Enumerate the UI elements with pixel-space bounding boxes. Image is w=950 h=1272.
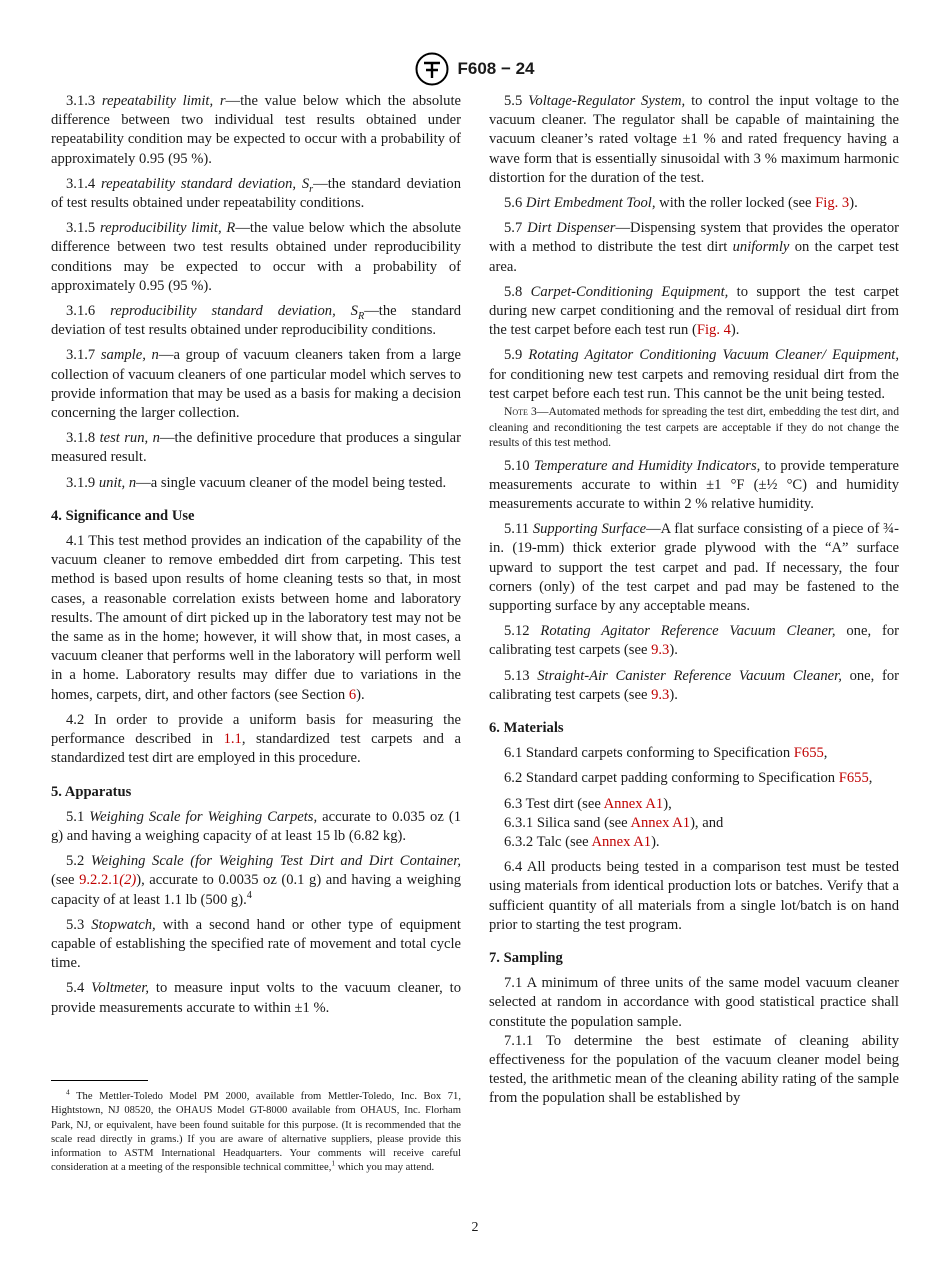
section-5-8: 5.8 Carpet-Conditioning Equipment, to support the test carpet during new carpet conditioning and the removal of residual dirt from the test carpet before each test run (Fig. 4). <box>489 283 899 339</box>
section-7-1-1: 7.1.1 To determine the best estimate of cleaning ability effectiveness for the population of the vacuum cleaner model being tested, the arithmetic mean of the cleaning ability rating of the sample from the population shall be established by <box>489 1032 899 1107</box>
section-3-1-9: 3.1.9 unit, n—a single vacuum cleaner of the model being tested. <box>66 474 447 491</box>
heading-apparatus: 5. Apparatus <box>51 783 132 800</box>
section-6-4: 6.4 All products being tested in a comparison test must be tested using materials from identical production lots or batches. Verify that a sufficient quantity of all materials from a single lot/batch is on hand prior to starting the test program. <box>489 859 899 933</box>
section-4-1: 4.1 This test method provides an indication of the capability of the vacuum cleaner to remove embedded dirt from carpeting. This test method is based upon results of home cleaning tests so that, in most cases, a reasonable correlation exists between home and laboratory results. The amount of dirt picked up in the laboratory test may not be the same as in the home; however, it will show that, in most cases, a vacuum cleaner that performs well in the laboratory will perform well in a home. Laboratory results may differ due to variations in the homes, carpets, dirt, and other factors (see Section 6). <box>51 533 461 703</box>
section-3-1-5: 3.1.5 reproducibility limit, R—the value below which the absolute difference between two test results obtained under reproducibility conditions may be expected to occur with a probability of approximately 0.95 (95 %). <box>51 220 461 294</box>
page-number: 2 <box>471 1220 479 1235</box>
link-9-3[interactable]: 9.3 <box>651 686 670 703</box>
section-5-10: 5.10 Temperature and Humidity Indicators, to provide temperature measurements accurate to within ±1 °F (±½ °C) and humidity measurements accurate to within 2 % relative humidity. <box>489 457 899 512</box>
section-6-3-1: 6.3.1 Silica sand (see Annex A1), and <box>504 814 724 831</box>
section-4-2: 4.2 In order to provide a uniform basis for measuring the performance described in 1.1, standardized test carpets and a standardized test dirt are employed in this procedure. <box>51 711 461 767</box>
link-fig-3[interactable]: Fig. 3 <box>815 195 850 212</box>
section-5-7: 5.7 Dirt Dispenser—Dispensing system that provides the operator with a method to distribute the test dirt uniformly on the carpet test area. <box>489 220 899 275</box>
standard-designation: F608 − 24 <box>457 59 535 78</box>
section-3-1-7: 3.1.7 sample, n—a group of vacuum cleaners taken from a large collection of vacuum cleaners of one particular model which serves to provide information that may be used as a basis for making a decision concerning the larger collection. <box>51 347 461 422</box>
section-5-13: 5.13 Straight-Air Canister Reference Vacuum Cleaner, one, for calibrating test carpets (see 9.3). <box>489 667 899 703</box>
link-f655[interactable]: F655 <box>793 745 824 762</box>
section-5-2: 5.2 Weighing Scale (for Weighing Test Dirt and Dirt Container, (see 9.2.2.1(2)), accurate to 0.0035 oz (0.1 g) and having a weighing capacity of at least 1.1 lb (500 g).$^4$ <box>51 853 461 908</box>
section-3-1-3: 3.1.3 repeatability limit, r—the value below which the absolute difference between two individual test results obtained under repeatability condition may be expected to occur with a probability of approximately 0.95 (95 %). <box>51 93 461 167</box>
right-column <box>489 92 899 1109</box>
note-3: Note 3—Automated methods for spreading the test dirt, embedding the test dirt, and cleaning and reconditioning the test carpets are acceptable if they do not change the results of this test method. <box>489 405 899 450</box>
link-9-2-2-1[interactable]: 9.2.2.1(2) <box>79 872 137 889</box>
section-5-5: 5.5 Voltage-Regulator System, to control the input voltage to the vacuum cleaner. The regulator shall be capable of maintaining the vacuum cleaner’s rated voltage ±1 % and rated frequency having a wave form that is essentially sinusoidal with 3 % maximum harmonic distortion for the duration of the test. <box>489 93 899 186</box>
heading-significance-and-use: 4. Significance and Use <box>51 507 195 524</box>
footnote-4: $^4$ The Mettler-Toledo Model PM 2000, available from Mettler-Toledo, Inc. Box 71, Hightstown, NJ 08520, the OHAUS Model GT-8000 available from OHAUS, Inc. Florham Park, NJ, or equivalent, have been found suitable for this purpose. (It is recommended that the scale read directly in grams.) If you are aware of alternative suppliers, please provide this information to ASTM International Headquarters. Your comments will receive careful consideration at a meeting of the responsible technical committee,$^1$ which you may attend. <box>51 1087 461 1174</box>
link-9-3[interactable]: 9.3 <box>651 642 670 659</box>
link-1-1[interactable]: 1.1 <box>223 731 242 748</box>
section-5-11: 5.11 Supporting Surface—A flat surface consisting of a piece of ¾-in. (19-mm) thick exterior grade plywood with the “A” surface upward to support the test carpet and pad. If necessary, the four corners (only) of the test carpet and pad may be fastened to the supporting surface by any acceptable means. <box>489 521 899 614</box>
link-annex-a1[interactable]: Annex A1 <box>603 795 664 812</box>
footnote-divider <box>51 1080 148 1081</box>
section-5-1: 5.1 Weighing Scale for Weighing Carpets, accurate to 0.035 oz (1 g) and having a weighing capacity of at least 15 lb (6.82 kg). <box>51 808 462 844</box>
section-5-6: 5.6 Dirt Embedment Tool, with the roller locked (see Fig. 3). <box>504 195 858 212</box>
link-annex-a1[interactable]: Annex A1 <box>591 834 652 850</box>
section-7-1: 7.1 A minimum of three units of the same model vacuum cleaner selected at random in accordance with good statistical practice shall constitute the population sample. <box>489 975 899 1030</box>
link-section-6[interactable]: 6 <box>348 686 357 703</box>
section-3-1-6: 3.1.6 reproducibility standard deviation, $S_R—the$ standard deviation of test results obtained under reproducibility conditions. <box>51 303 461 339</box>
link-fig-4[interactable]: Fig. 4 <box>696 322 731 339</box>
page-header <box>0 52 950 91</box>
left-column <box>51 92 461 1024</box>
section-6-3-2: 6.3.2 Talc (see Annex A1). <box>504 834 660 850</box>
section-5-3: 5.3 Stopwatch, with a second hand or other type of equipment capable of establishing the specified rate of movement and total cycle time. <box>51 916 461 972</box>
section-5-4: 5.4 Voltmeter, to measure input volts to the vacuum cleaner, to provide measurements accurate to within ±1 %. <box>51 980 461 1016</box>
section-5-9: 5.9 Rotating Agitator Conditioning Vacuum Cleaner/ Equipment, for conditioning new test carpets and removing residual dirt from the test carpet before each test run. This cannot be the unit being tested. <box>489 347 899 402</box>
astm-logo-icon <box>415 52 449 86</box>
section-6-1: 6.1 Standard carpets conforming to Specification F655, <box>504 745 828 762</box>
section-6-3: 6.3 Test dirt (see Annex A1), <box>504 795 672 812</box>
heading-materials: 6. Materials <box>489 719 564 736</box>
section-3-1-8: 3.1.8 test run, n—the definitive procedure that produces a singular measured result. <box>51 430 461 466</box>
section-6-2: 6.2 Standard carpet padding conforming to Specification F655, <box>504 770 873 787</box>
section-5-12: 5.12 Rotating Agitator Reference Vacuum Cleaner, one, for calibrating test carpets (see 9.3). <box>489 623 899 659</box>
link-annex-a1[interactable]: Annex A1 <box>630 814 691 831</box>
link-f655[interactable]: F655 <box>838 770 869 787</box>
section-3-1-4: 3.1.4 repeatability standard deviation, $S_r—the$ standard deviation of test results obtained under repeatability conditions. <box>51 175 461 212</box>
heading-sampling: 7. Sampling <box>489 950 563 967</box>
